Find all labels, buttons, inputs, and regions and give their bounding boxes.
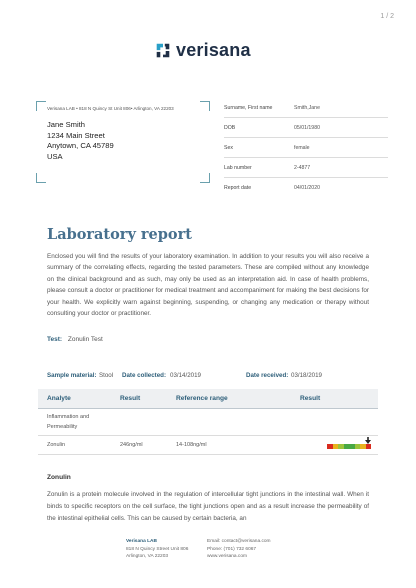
info-label: Report date (224, 184, 252, 191)
date-received-value: 03/18/2019 (291, 372, 322, 379)
page-footer (0, 533, 416, 588)
result-cell: 246ng/ml (120, 442, 143, 448)
info-value: Smith,Jane (294, 104, 320, 111)
info-value: female (294, 144, 310, 151)
info-row-lab-number (224, 158, 388, 178)
category-label (47, 413, 89, 432)
results-category (38, 409, 378, 436)
footer-city: Arlington, VA 22203 (126, 554, 169, 559)
info-label: DOB (224, 124, 236, 131)
address-window-corner (36, 173, 46, 183)
test-label: Test: (47, 336, 63, 343)
info-label: Surname, First name (224, 104, 273, 111)
header-analyte: Analyte (47, 395, 71, 402)
info-row-report-date (224, 178, 388, 197)
sample-material-label: Sample material: (47, 372, 97, 379)
verisana-logo (154, 40, 251, 61)
address-window-corner (200, 173, 210, 183)
info-row-dob (224, 118, 388, 138)
category-line: Inflammation and (47, 414, 90, 420)
recipient-street: 1234 Main Street (47, 130, 105, 140)
recipient-address (47, 120, 114, 162)
test-value: Zonulin Test (67, 336, 103, 343)
result-gauge (327, 444, 371, 449)
logo-text: verisana (176, 40, 251, 60)
logo-mark-icon (154, 42, 172, 60)
info-row-sex (224, 138, 388, 158)
reference-cell: 14-108ng/ml (176, 442, 207, 448)
footer-email: Email: contact@verisana.com (207, 539, 271, 544)
recipient-name: Jane Smith (47, 120, 85, 129)
address-window-corner (36, 101, 46, 111)
results-header (38, 389, 378, 409)
date-collected-value: 03/14/2019 (170, 372, 201, 379)
header-result-gauge: Result (300, 395, 321, 402)
date-received-label: Date received: (246, 372, 289, 379)
sample-material-value: Stool (99, 372, 114, 379)
category-line: Permeability (47, 423, 78, 430)
test-line (47, 336, 103, 343)
sender-line: Verisana LAB • 818 N Quincy St Unit 806• Arlington, VA 22203 (47, 106, 174, 111)
footer-website: www.verisana.com (207, 554, 247, 559)
info-value: 2-4877 (294, 164, 311, 171)
patient-info-table (224, 98, 388, 197)
table-row (38, 436, 378, 455)
info-value: 05/01/1980 (294, 124, 320, 131)
recipient-city: Anytown, CA 45789 (47, 141, 114, 150)
down-arrow-icon (365, 437, 371, 444)
footer-address (126, 538, 188, 561)
date-collected-label: Date collected: (122, 372, 167, 379)
header-reference-range: Reference range (176, 395, 228, 402)
info-label: Lab number (224, 164, 252, 171)
results-table (38, 389, 378, 455)
zonulin-heading: Zonulin (47, 474, 71, 481)
footer-company: Verisana LAB (126, 539, 157, 544)
analyte-cell: Zonulin (47, 442, 66, 448)
zonulin-paragraph: Zonulin is a protein molecule involved in the regulation of intercellular tight junctions in the intestinal wall. When it binds to specific receptors on the cell surface, the tight junctions open and as a result increase the permeability of the intestinal epithelial cells. This can be caused by certain bacteria, an (47, 491, 369, 522)
address-window-corner (200, 101, 210, 111)
gauge-segment (366, 444, 372, 449)
info-label: Sex (224, 144, 233, 151)
info-row-name (224, 98, 388, 118)
info-value: 04/01/2020 (294, 184, 320, 191)
recipient-country: USA (47, 151, 63, 161)
intro-paragraph: Enclosed you will find the results of your laboratory examination. In addition to your results you will also receive a summary of the correlating effects, regarding the tested parameters. These are compiled without any knowledge on the clinical background and as such, may only be used as an interpretation aid. In case of health problems, please consult a doctor or practitioner for medical treatment and accompaniment for making the best decisions for your health. We explicitly warn against beginning, suspending, or changing any medication or therapy without consulting your doctor or practitioner. (47, 253, 369, 318)
footer-phone: Phone: (701) 732 6067 (207, 546, 257, 552)
report-title: Laboratory report (47, 226, 192, 243)
footer-contact (207, 538, 271, 561)
footer-street: 818 N Quincy Street Unit 806 (126, 546, 189, 552)
page-number: 1 / 2 (380, 13, 394, 20)
header-result: Result (120, 395, 141, 402)
